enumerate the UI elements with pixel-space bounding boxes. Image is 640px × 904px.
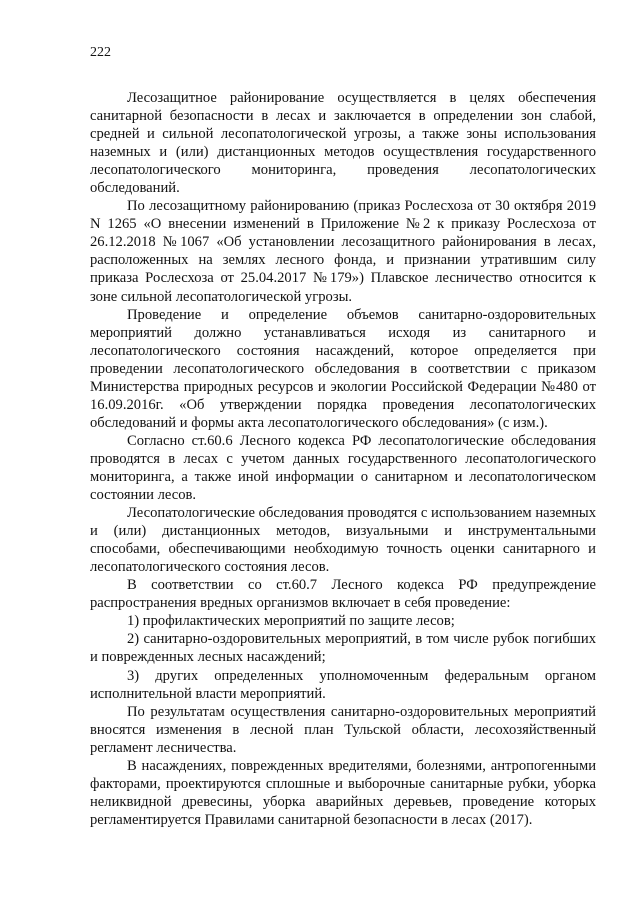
- page-number: 222: [90, 45, 111, 60]
- paragraph-survey-methods: Лесопатологические обследования проводятся с использованием наземных и (или) дистанционных методов, визуальными и инструментальными способами, обеспечивающими необходимую точность оценки санитарного и лесопатологического состояния лесов.: [90, 505, 596, 576]
- paragraph-zoning-purpose: Лесозащитное районирование осуществляется в целях обеспечения санитарной безопасности в лесах и заключается в определении зон слабой, средней и сильной лесопатологической угрозы, а также зоны использования наземных и (или) дистанционных методов осуществления государственного лесопатологического мониторинга, проведения лесопатологических обследований.: [90, 90, 596, 197]
- paragraph-zoning-order: По лесозащитному районированию (приказ Рослесхоза от 30 октября 2019 N 1265 «О внесении изменений в Приложение №2 к приказу Рослесхоза от 26.12.2018 №1067 «Об установлении лесозащитного районирования в лесах, расположенных на землях лесного фонда, и признании утратившим силу приказа Рослесхоза от 25.04.2017 №179») Плавское лесничество относится к зоне сильной лесопатологической угрозы.: [90, 198, 596, 305]
- document-body: [90, 89, 596, 829]
- paragraph-sanitary-felling: В насаждениях, поврежденных вредителями, болезнями, антропогенными факторами, проектируются сплошные и выборочные санитарные рубки, уборка неликвидной древесины, уборка аварийных деревьев, проведение которых регламентируется Правилами санитарной безопасности в лесах (2017).: [90, 757, 596, 828]
- paragraph-measures-volume: Проведение и определение объемов санитарно-оздоровительных мероприятий должно устанавливаться исходя из санитарного и лесопатологического состояния насаждений, которое определяется при проведении лесопатологического обследования в соответствии с приказом Министерства природных ресурсов и экологии Российской Федерации №480 от 16.09.2016г. «Об утверждении порядка проведения лесопатологических обследований и формы акта лесопатологического обследования» (с изм.).: [90, 306, 596, 431]
- paragraph-article-60-6: Согласно ст.60.6 Лесного кодекса РФ лесопатологические обследования проводятся в лесах с учетом данных государственного лесопатологического мониторинга, а также иной информации о санитарном и лесопатологическом состоянии лесов.: [90, 432, 596, 504]
- paragraph-article-60-7: В соответствии со ст.60.7 Лесного кодекса РФ предупреждение распространения вредных организмов включает в себя проведение:: [90, 577, 596, 612]
- list-item-1: 1) профилактических мероприятий по защите лесов;: [127, 613, 455, 630]
- list-item-2: 2) санитарно-оздоровительных мероприятий, в том числе рубок погибших и поврежденных лесных насаждений;: [90, 631, 596, 666]
- list-item-3: 3) других определенных уполномоченным федеральным органом исполнительной власти мероприятий.: [90, 667, 596, 702]
- paragraph-forest-plan-changes: По результатам осуществления санитарно-оздоровительных мероприятий вносятся изменения в лесной план Тульской области, лесохозяйственный регламент лесничества.: [90, 703, 596, 756]
